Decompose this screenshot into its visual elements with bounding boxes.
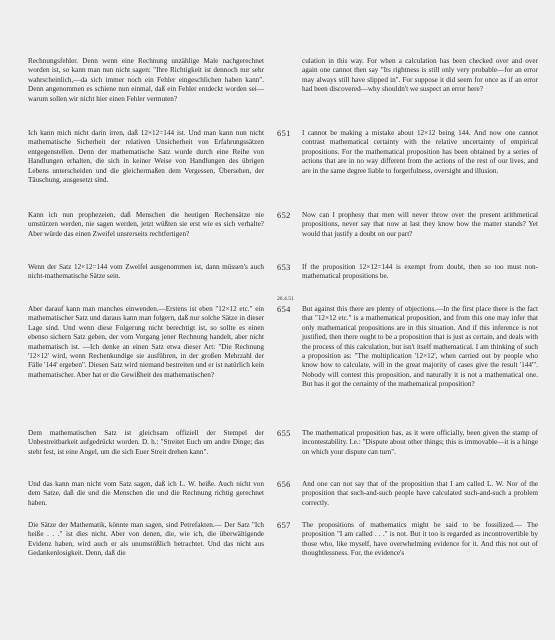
german-paragraph: Die Sätze der Mathematik, könnte man sagen, sind Petrefakten.— Der Satz "Ich heiße . . ." ist dies nicht. Aber von denen, die, wie ich, die überwältigende Evidenz haben, wird auch er als unumstößlich betrachtet. Und das nicht aus Gedankenlosigkeit. Denn, daß die [28, 521, 264, 558]
section-number: 656 [277, 480, 291, 489]
german-paragraph: Rechnungsfehler. Denn wenn eine Rechnung unzählige Male nachgerechnet worden ist, so kann man nun nicht sagen: "Ihre Richtigkeit ist dennoch nur sehr wahrscheinlich,—da sich immer noch ein Fehler eingeschlichen haben kann". Denn angenommen es schiene nun einmal, daß ein Fehler entdeckt worden sei—warum sollen wir nicht hier einen Fehler vermuten? [28, 57, 264, 103]
english-paragraph: I cannot be making a mistake about 12×12 being 144. And now one cannot contrast mathematical certainty with the relative uncertainty of empirical propositions. For the mathematical proposition has been obtained by a series of actions that are in no way different from the actions of the rest of our lives, and are in the same degree liable to forgetfulness, oversight and illusion. [302, 129, 538, 175]
english-paragraph: Now can I prophesy that men will never throw over the present arithmetical propositions, never say that now at last they know how the matter stands? Yet would that justify a doubt on our part? [302, 211, 538, 238]
entry-date: 26.4.51 [277, 296, 294, 302]
section-number: 654 [277, 305, 291, 314]
section-number: 652 [277, 211, 291, 220]
english-paragraph: If the proposition 12×12=144 is exempt from doubt, then so too must non-mathematical propositions be. [302, 263, 538, 281]
german-paragraph: Ich kann mich nicht darin irren, daß 12×12=144 ist. Und man kann nun nicht mathematische Sicherheit der relativen Unsicherheit von Erfahrungssätzen entgegenstellen. Denn der mathematische Satz wurde durch eine Reihe von Handlungen erhalten, die sich in keiner Weise von Handlungen des übrigen Lebens unterscheiden und die gleichermaßen dem Vergessen, Übersehen, der Täuschung, ausgesetzt sind. [28, 129, 264, 185]
english-paragraph: And one can not say that of the proposition that I am called L. W. Nor of the proposition that such-and-such people have calculated such-and-such a problem correctly. [302, 480, 538, 507]
section-number: 657 [277, 521, 291, 530]
section-number: 651 [277, 129, 291, 138]
english-paragraph: The mathematical proposition has, as it were officially, been given the stamp of incontestability. I.e.: "Dispute about other things; this is immovable—it is a hinge on which your dispute can turn". [302, 429, 538, 456]
german-paragraph: Wenn der Satz 12×12=144 vom Zweifel ausgenommen ist, dann müssen's auch nicht-mathematische Sätze sein. [28, 263, 264, 281]
english-paragraph: The propositions of mathematics might be said to be fossilized.— The proposition "I am called . . ." is not. But it too is regarded as incontrovertible by those who, like myself, have overwhelming evidence for it. And this not out of thoughtlessness. For, the evidence's [302, 521, 538, 558]
german-paragraph: Aber darauf kann man manches einwenden.—Erstens ist eben "12×12 etc." ein mathematischer Satz und daraus kann man folgern, daß nur solche Sätze in dieser Lage sind. Und wenn diese Folgerung nicht berechtigt ist, so sollte es einen ebenso sichern Satz geben, der vom Vorgang jener Rechnung handelt, aber nicht mathematisch ist. —Ich denke an einen Satz etwa dieser Art: "Die Rechnung '12×12' wird, wenn Rechenkundige sie ausführen, in der großen Mehrzahl der Fälle '144' ergeben". Diesen Satz wird niemand bestreiten und er ist natürlich kein mathematischer. Aber hat er die Gewißheit des mathematischen? [28, 305, 264, 379]
english-paragraph: culation in this way. For when a calculation has been checked over and over again one cannot then say "Its rightness is still only very probable—for an error may always still have slipped in". For suppose it did seem for once as if an error had been discovered—why shouldn't we suspect an error here? [302, 57, 538, 94]
english-paragraph: But against this there are plenty of objections.—In the first place there is the fact that "12×12 etc." is a mathematical proposition, and from this one may infer that only mathematical propositions are in this situation. And if this inference is not justified, then there ought to be a proposition that is just as certain, and deals with the process of this calculation, but isn't itself mathematical. I am thinking of such a proposition as: "The multiplication '12×12', when carried out by people who know how to calculate, will in the great majority of cases give the result '144'". Nobody will contest this proposition, and naturally it is not a mathematical one. But has it got the certainty of the mathematical proposition? [302, 305, 538, 389]
german-paragraph: Und das kann man nicht vom Satz sagen, daß ich L. W. heiße. Auch nicht von dem Satze, daß die und die Menschen die und die Rechnung richtig gerechnet haben. [28, 480, 264, 507]
section-number: 653 [277, 263, 291, 272]
german-paragraph: Kann ich nun prophezeien, daß Menschen die heutigen Rechensätze nie umstürzen werden, nie sagen werden, jetzt wüßten sie erst wie es sich verhalte? Aber würde das einen Zweifel unsrerseits rechtfertigen? [28, 211, 264, 238]
section-number: 655 [277, 429, 291, 438]
german-paragraph: Dem mathematischen Satz ist gleichsam offiziell der Stempel der Unbestreitbarkeit aufgedrückt worden. D. h.: "Streitet Euch um andre Dinge; das steht fest, ist eine Angel, um die sich Euer Streit drehen kann". [28, 429, 264, 456]
